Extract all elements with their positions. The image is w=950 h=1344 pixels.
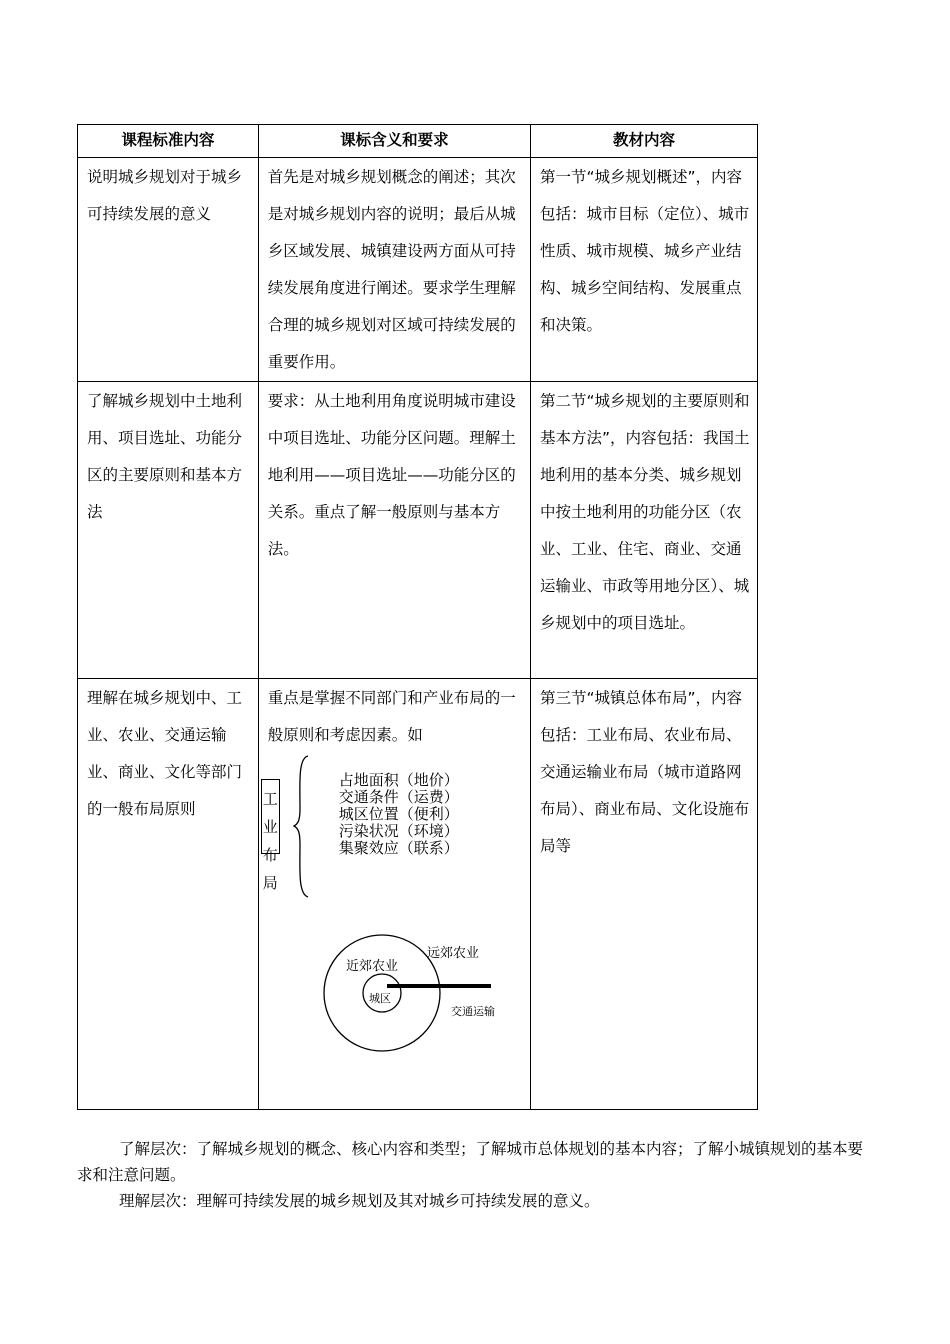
textbook-cell: 第三节“城镇总体布局”，内容包括：工业布局、农业布局、交通运输业布局（城市道路网布局）、商业布局、文化设施布局等 [530,679,757,1110]
industry-label-char: 工 [262,790,278,808]
table-row [78,679,758,1110]
header-textbook: 教材内容 [530,125,757,158]
header-meaning: 课标含义和要求 [258,125,530,158]
standard-cell: 了解城乡规划中土地利用、项目选址、功能分区的主要原则和基本方法 [78,382,259,679]
industry-label-char: 局 [262,874,278,892]
factor-item: 污染状况（环境） [338,822,459,840]
meaning-cell [258,679,530,1110]
factor-item: 集聚效应（联系） [338,839,459,857]
textbook-cell: 第二节“城乡规划的主要原则和基本方法”，内容包括：我国土地利用的基本分类、城乡规划中按土地利用的功能分区（农业、工业、住宅、商业、交通运输业、市政等用地分区）、城乡规划中的项目选址。 [530,382,757,679]
meaning-cell: 要求：从土地利用角度说明城市建设中项目选址、功能分区问题。理解土地利用——项目选址——功能分区的关系。重点了解一般原则与基本方法。 [258,382,530,679]
location-factors-list [339,772,459,857]
brace-icon [293,754,313,899]
table-header-row [78,125,758,158]
factor-item: 交通条件（运费） [338,788,459,806]
transport-label: 交通运输 [450,1005,495,1018]
industry-label-char: 业 [262,818,278,836]
outer-ring-label: 远郊农业 [426,946,479,961]
table-row [78,382,758,679]
header-standard: 课程标准内容 [78,125,259,158]
industry-label [263,785,279,897]
note-paragraph: 理解层次：理解可持续发展的城乡规划及其对城乡可持续发展的意义。 [119,1192,600,1210]
note-paragraph: 了解层次：了解城乡规划的概念、核心内容和类型；了解城市总体规划的基本内容；了解小城镇规划的基本要求和注意问题。 [77,1140,864,1184]
notes [77,1136,872,1214]
middle-ring-label: 近郊农业 [345,959,398,974]
table-row [78,158,758,382]
meaning-cell: 首先是对城乡规划概念的阐述；其次是对城乡规划内容的说明；最后从城乡区域发展、城镇建设两方面从可持续发展角度进行阐述。要求学生理解合理的城乡规划对区域可持续发展的重要作用。 [258,158,530,382]
standard-cell: 理解在城乡规划中、工业、农业、交通运输业、商业、文化等部门的一般布局原则 [78,679,259,1110]
industry-label-char: 布 [262,846,278,864]
meaning-text: 重点是掌握不同部门和产业布局的一般原则和考虑因素。如 [267,689,516,744]
textbook-cell: 第一节“城乡规划概述”，内容包括：城市目标（定位）、城市性质、城市规模、城乡产业结构、城乡空间结构、发展重点和决策。 [530,158,757,382]
agriculture-ring-diagram [319,929,499,1059]
curriculum-table [77,124,758,1110]
factor-item: 占地面积（地价） [338,771,459,789]
city-label: 城区 [368,992,391,1005]
factor-item: 城区位置（便利） [338,805,459,823]
standard-cell: 说明城乡规划对于城乡可持续发展的意义 [78,158,259,382]
